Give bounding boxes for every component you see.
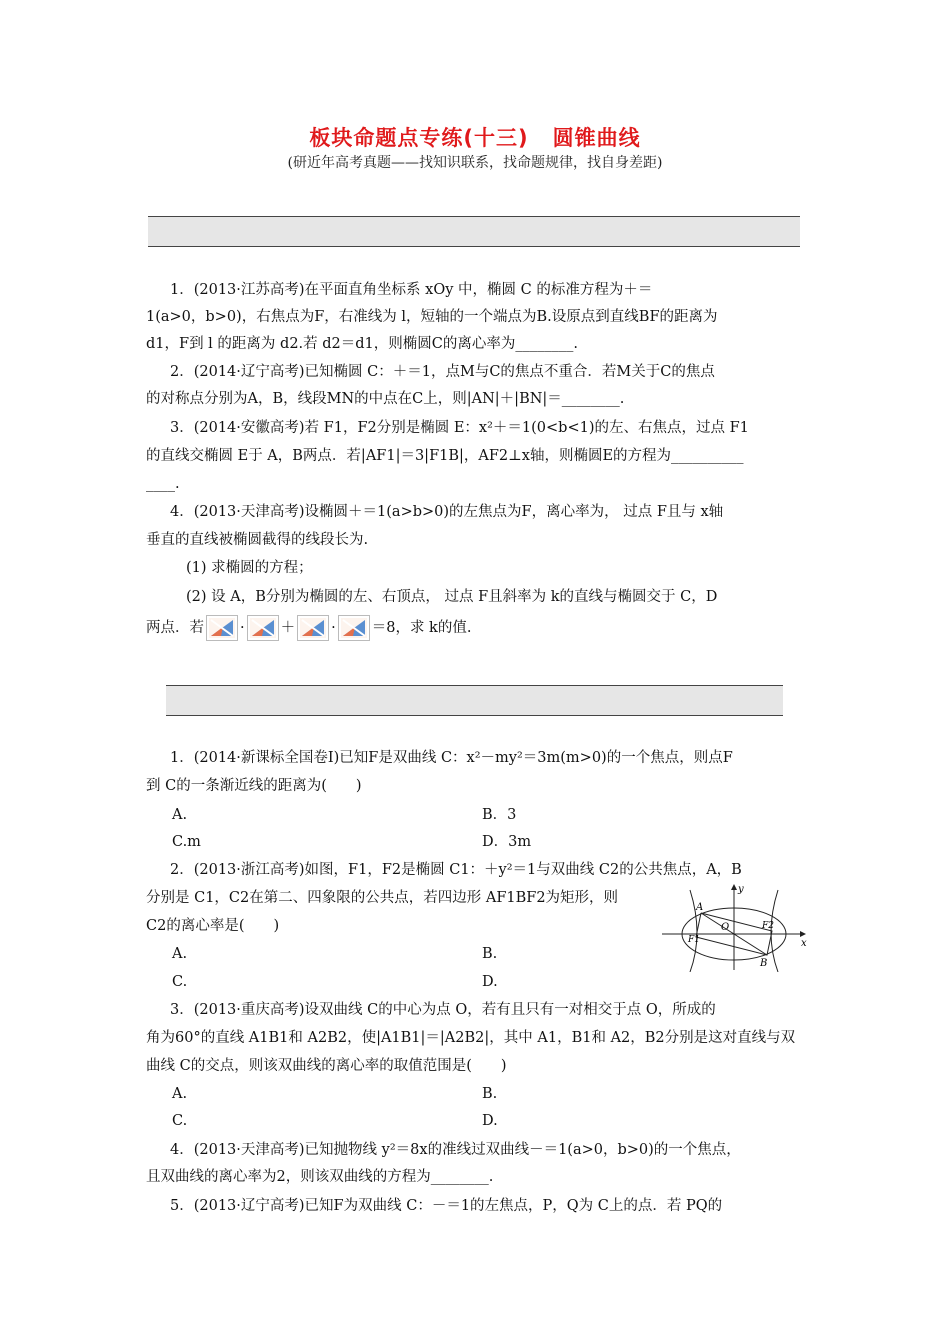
s1-line-9: 4．(2013·天津高考)设椭圆＋＝1(a>b>0)的左焦点为F，离心率为， 过点 F且与 x轴 (170, 504, 724, 520)
s2-line-10: 且双曲线的离心率为2，则该双曲线的方程为________. (146, 1169, 494, 1185)
vector-image-icon (297, 615, 329, 641)
title-main: 板块命题点专练(十三) (309, 126, 529, 150)
q3-option-a: A. (172, 1086, 188, 1102)
q1-option-c: C.m (172, 834, 201, 850)
s1-line-13-text: 两点．若 (146, 620, 204, 636)
s1-line-11: (1) 求椭圆的方程； (186, 560, 313, 576)
s1-line-7: 的直线交椭圆 E于 A，B两点．若|AF1|＝3|F1B|，AF2⊥x轴，则椭圆E的方程为__________ (146, 448, 744, 464)
label-o: O (721, 922, 730, 933)
section-bar-1 (148, 216, 800, 247)
vector-image-icon (247, 615, 279, 641)
s2-line-8: 曲线 C的交点，则该双曲线的离心率的取值范围是( ) (146, 1058, 507, 1074)
s2-line-9: 4．(2013·天津高考)已知抛物线 y²＝8x的准线过双曲线－＝1(a>0，b>0)的一个焦点， (170, 1142, 741, 1158)
s2-line-11: 5．(2013·辽宁高考)已知F为双曲线 C：－＝1的左焦点，P，Q为 C上的点．若 PQ的 (170, 1198, 723, 1214)
label-b: B (760, 958, 768, 969)
s1-line-8: ____. (146, 476, 180, 492)
page-title (0, 122, 950, 152)
ellipse-hyperbola-figure (658, 880, 810, 976)
s2-line-1: 1．(2014·新课标全国卷Ⅰ)已知F是双曲线 C：x²－my²＝3m(m>0)的一个焦点，则点F (170, 750, 733, 766)
section-bar-2 (166, 685, 783, 716)
s1-line-1: 1．(2013·江苏高考)在平面直角坐标系 xOy 中，椭圆 C 的标准方程为＋＝ (170, 282, 653, 298)
s1-line-6: 3．(2014·安徽高考)若 F1，F2分别是椭圆 E：x²＋＝1(0<b<1)的左、右焦点，过点 F1 (170, 420, 749, 436)
plus-sign: ＋ (280, 620, 296, 636)
s1-line-12: (2) 设 A，B分别为椭圆的左、右顶点， 过点 F且斜率为 k的直线与椭圆交于 C，D (186, 589, 718, 605)
dot-sign: · (331, 620, 336, 636)
s1-line-3: d1，F到 l 的距离为 d2.若 d2＝d1，则椭圆C的离心率为________. (146, 336, 578, 352)
s1-line-5: 的对称点分别为A，B，线段MN的中点在C上，则|AN|＋|BN|＝________. (146, 391, 625, 407)
label-x: x (801, 938, 807, 949)
q3-option-c: C. (172, 1113, 188, 1129)
s2-line-4: 分别是 C1，C2在第二、四象限的公共点，若四边形 AF1BF2为矩形，则 (146, 890, 619, 906)
dot-sign: · (240, 620, 245, 636)
q2-option-d: D. (482, 974, 498, 990)
s2-line-3: 2．(2013·浙江高考)如图，F1，F2是椭圆 C1：＋y²＝1与双曲线 C2的公共焦点，A，B (170, 862, 742, 878)
title-topic: 圆锥曲线 (552, 126, 641, 150)
s1-line-4: 2．(2014·辽宁高考)已知椭圆 C：＋＝1，点M与C的焦点不重合．若M关于C的焦点 (170, 364, 715, 380)
q1-option-d: D．3m (482, 834, 532, 850)
q1-option-a: A. (172, 807, 188, 823)
q2-option-a: A. (172, 946, 188, 962)
s1-line-2: 1(a>0，b>0)，右焦点为F，右准线为 l，短轴的一个端点为B.设原点到直线BF的距离为 (146, 309, 718, 325)
label-a: A (696, 902, 704, 913)
q3-option-b: B. (482, 1086, 498, 1102)
vector-image-icon (338, 615, 370, 641)
s2-line-2: 到 C的一条渐近线的距离为( ) (146, 778, 362, 794)
s2-line-6: 3．(2013·重庆高考)设双曲线 C的中心为点 O，若有且只有一对相交于点 O，所成的 (170, 1002, 716, 1018)
q1-option-b: B．3 (482, 807, 517, 823)
s1-line-13-end: ＝8，求 k的值. (371, 620, 472, 636)
s2-line-5: C2的离心率是( ) (146, 918, 280, 934)
s2-line-7: 角为60°的直线 A1B1和 A2B2，使|A1B1|＝|A2B2|，其中 A1，B1和 A2，B2分别是这对直线与双 (146, 1030, 796, 1046)
q3-option-d: D. (482, 1113, 498, 1129)
s1-line-13 (146, 615, 811, 641)
label-y: y (738, 884, 744, 895)
s1-line-10: 垂直的直线被椭圆截得的线段长为. (146, 532, 369, 548)
vector-image-icon (206, 615, 238, 641)
q2-option-c: C. (172, 974, 188, 990)
page-subtitle: (研近年高考真题——找知识联系，找命题规律，找自身差距) (287, 155, 663, 171)
label-f2: F2 (762, 921, 774, 931)
label-f1: F1 (688, 935, 700, 945)
q2-option-b: B. (482, 946, 498, 962)
